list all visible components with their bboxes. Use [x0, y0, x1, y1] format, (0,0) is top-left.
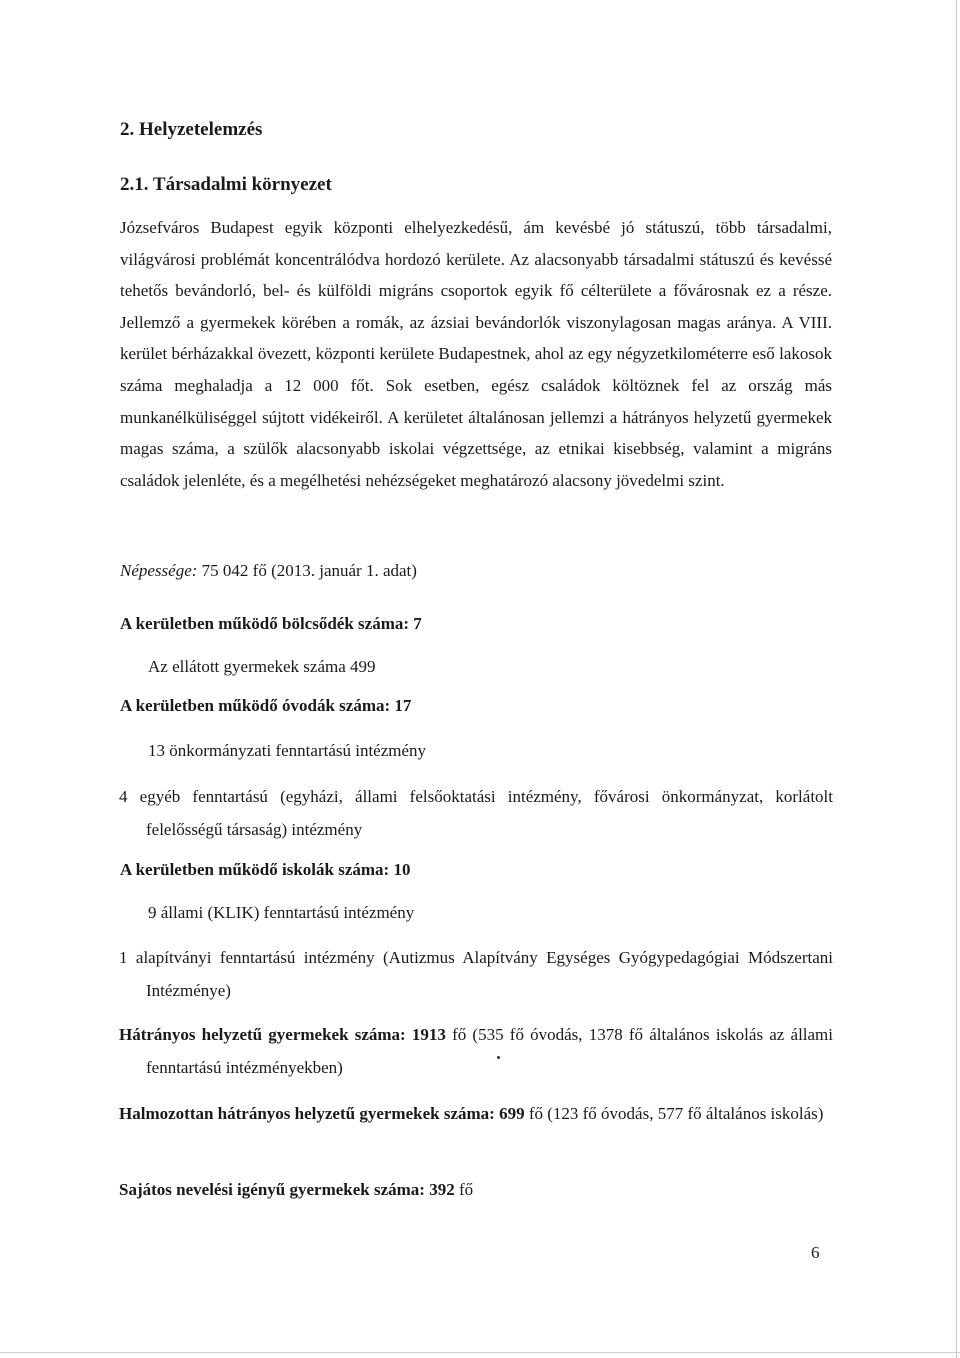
- intro-paragraph: Józsefváros Budapest egyik központi elhelyezkedésű, ám kevésbé jó státuszú, több társadalmi, világvárosi problémát koncentrálódva hordozó kerülete. Az alacsonyabb társadalmi státuszú és kevéssé tehetős bevándorló, bel- és külföldi migráns csoportok egyik fő célterülete a fővárosnak ez a része. Jellemző a gyermekek körében a romák, az ázsiai bevándorlók viszonylagosan magas aránya. A VIII. kerület bérházakkal övezett, központi kerülete Budapestnek, ahol az egy négyzetkilométerre eső lakosok száma meghaladja a 12 000 főt. Sok esetben, egész családok költöznek fel az ország más munkanélküliséggel sújtott vidékeiről. A kerületet általánosan jellemzi a hátrányos helyzetű gyermekek magas száma, a szülők alacsonyabb iskolai végzettsége, az etnikai kisebbség, valamint a migráns családok jelenléte, és a megélhetési nehézségeket meghatározó alacsony jövedelmi szint.: [120, 218, 832, 490]
- multiply-disadvantaged-paragraph: [119, 1097, 833, 1130]
- scan-edge-bottom: [0, 1352, 960, 1353]
- scan-speck: [497, 1056, 500, 1059]
- population-line: [120, 561, 417, 581]
- multiply-disadvantaged-detail: fő (123 fő óvodás, 577 fő általános iskolás): [528, 1104, 824, 1123]
- kindergartens-municipal: 13 önkormányzati fenntartású intézmény: [148, 741, 427, 760]
- subsection-title: 2.1. Társadalmi környezet: [120, 174, 332, 195]
- disadvantaged-label: Hátrányos helyzetű gyermekek száma: 1913: [119, 1025, 446, 1044]
- schools-state: 9 állami (KLIK) fenntartású intézmény: [148, 903, 415, 922]
- page-number: 6: [811, 1243, 820, 1262]
- special-needs-label: Sajátos nevelési igényű gyermekek száma: 392: [119, 1180, 455, 1199]
- disadvantaged-detail: fő (535 fő óvodás, 1378 fő általános iskolás az állami fenntartású intézményekben): [146, 1025, 834, 1077]
- population-label: Népessége:: [120, 561, 198, 580]
- multiply-disadvantaged-label: Halmozottan hátrányos helyzetű gyermekek száma: 699: [119, 1104, 525, 1123]
- disadvantaged-paragraph: [119, 1018, 833, 1084]
- section-title: 2. Helyzetelemzés: [120, 119, 263, 140]
- nurseries-heading: A kerületben működő bölcsődék száma: 7: [120, 614, 422, 633]
- schools-foundation: 1 alapítványi fenntartású intézmény (Autizmus Alapítvány Egységes Gyógypedagógiai Módszertani Intézménye): [119, 948, 833, 1000]
- kindergartens-heading: A kerületben működő óvodák száma: 17: [120, 696, 412, 715]
- schools-heading: A kerületben működő iskolák száma: 10: [120, 860, 411, 879]
- population-value: 75 042 fő (2013. január 1. adat): [201, 561, 417, 580]
- kindergartens-other: 4 egyéb fenntartású (egyházi, állami felsőoktatási intézmény, fővárosi önkormányzat, korlátolt felelősségű társaság) intézmény: [119, 787, 833, 839]
- nurseries-children: Az ellátott gyermekek száma 499: [148, 657, 376, 676]
- scan-edge-right: [956, 0, 957, 1358]
- special-needs-line: [119, 1180, 473, 1200]
- special-needs-unit: fő: [458, 1180, 474, 1199]
